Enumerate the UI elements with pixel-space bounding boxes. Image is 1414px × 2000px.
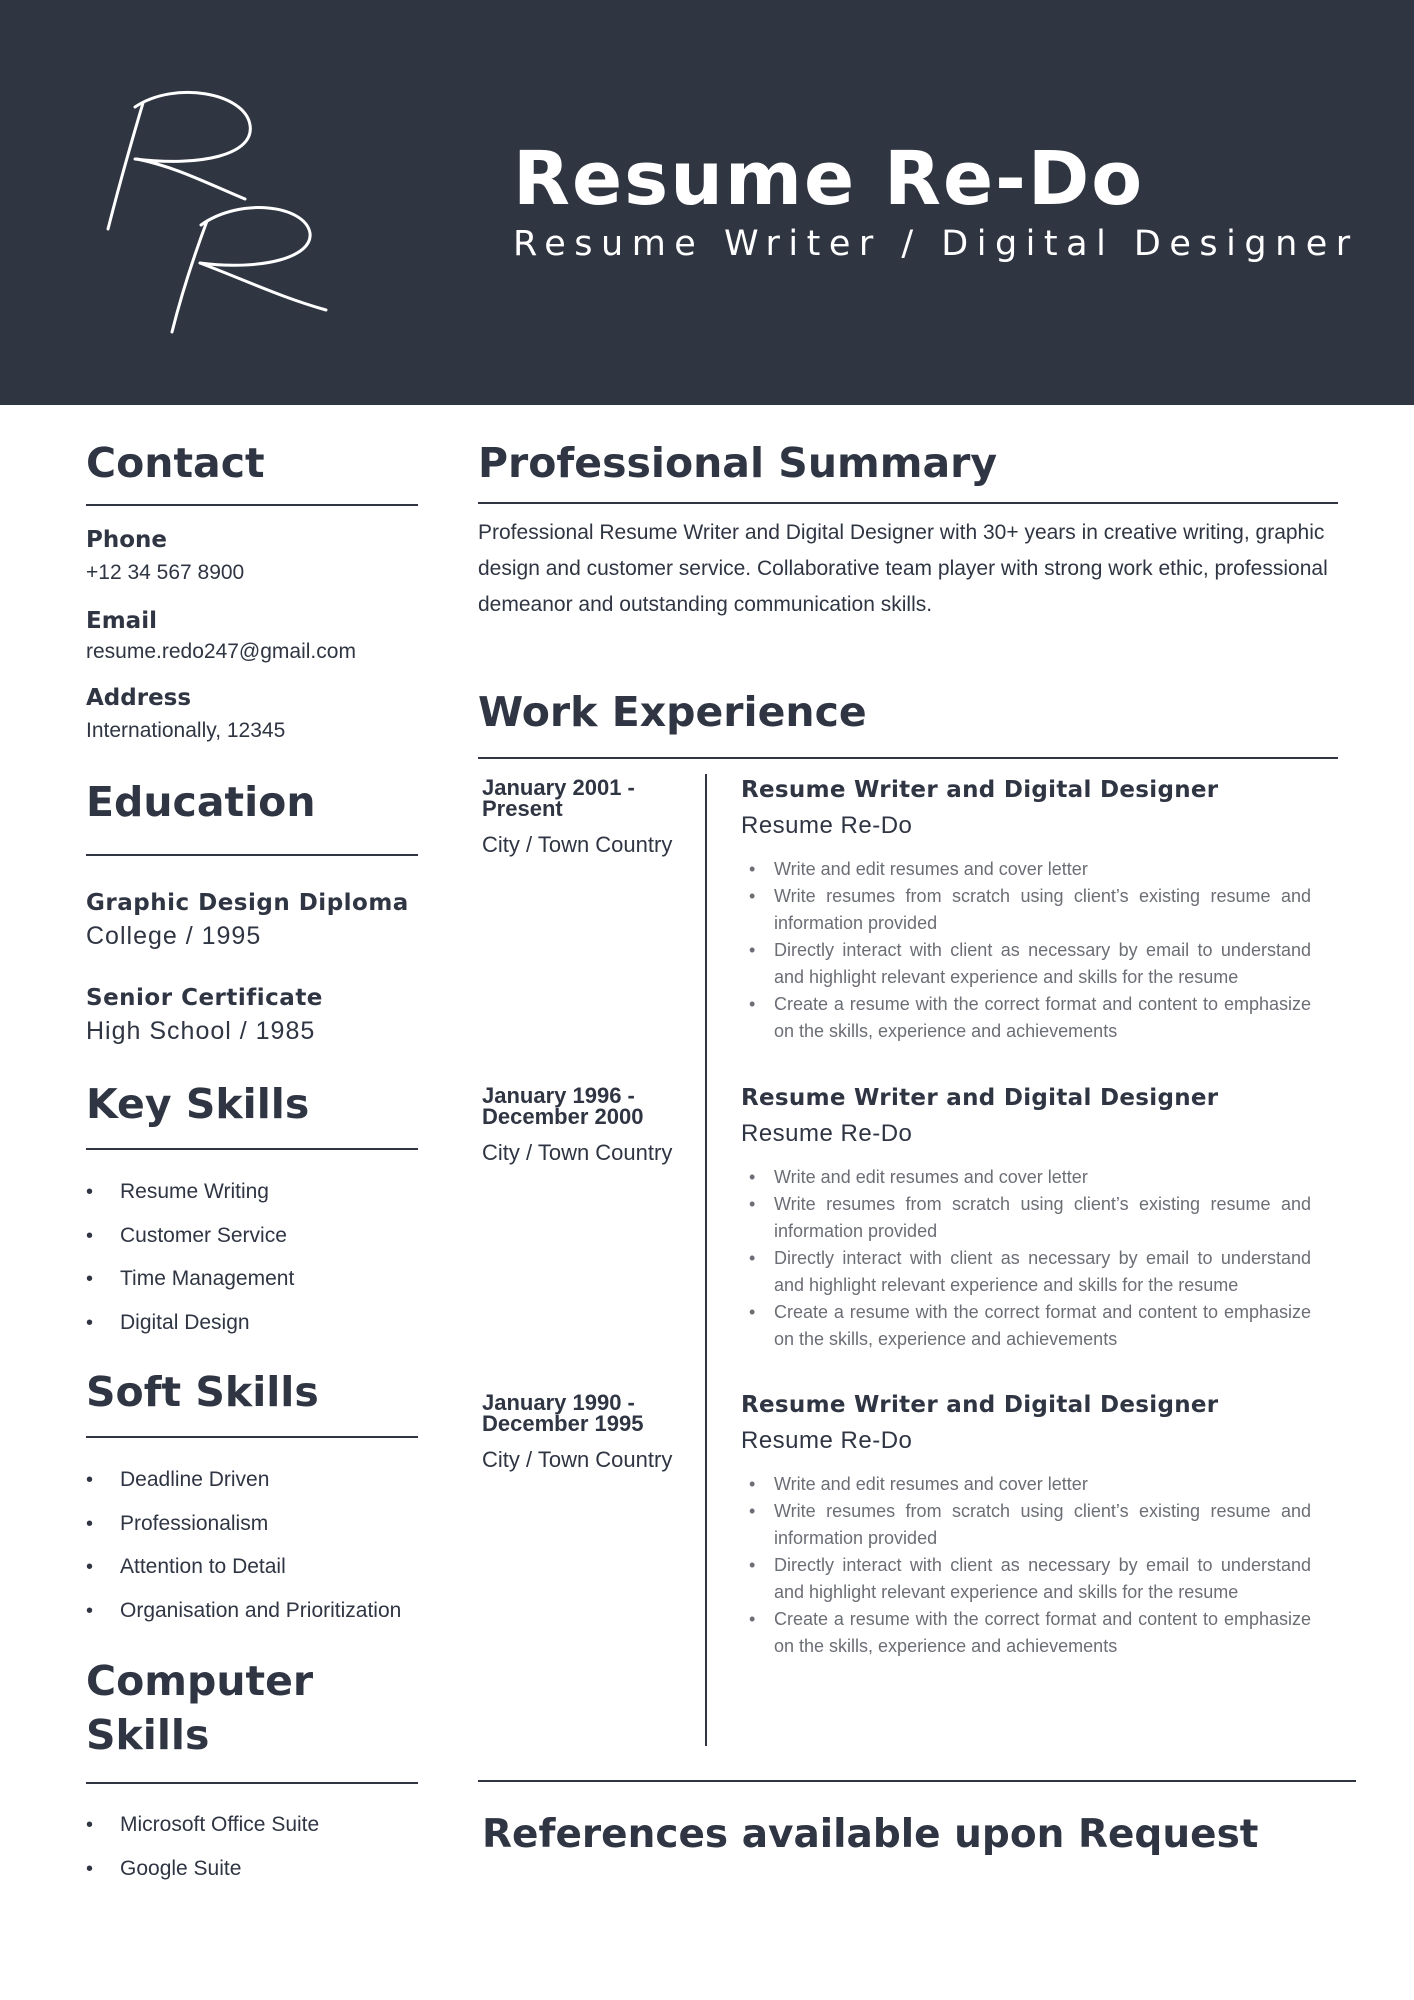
list-item: • Time Management [86,1264,294,1308]
job-location: City / Town Country [482,1140,673,1165]
timeline-line [705,774,707,1746]
job-date: January 1996 - December 2000 [482,1083,644,1129]
list-item: • Directly interact with client as necessary by email to understand and highlight relevant experience and skills for the resume [741,937,1311,991]
education-title: Graphic Design Diploma [86,890,409,916]
work-divider [478,757,1338,759]
list-item: • Directly interact with client as necessary by email to understand and highlight relevant experience and skills for the resume [741,1245,1311,1299]
job-company: Resume Re-Do [741,812,913,839]
list-item: • Resume Writing [86,1177,294,1221]
list-item: • Write and edit resumes and cover letter [741,856,1311,883]
phone-label: Phone [86,527,168,553]
soft-skills-heading: Soft Skills [86,1368,319,1416]
work-heading: Work Experience [478,688,867,736]
references-divider [478,1780,1356,1782]
contact-divider [86,504,418,506]
header-banner [0,0,1414,405]
list-item: • Directly interact with client as necessary by email to understand and highlight relevant experience and skills for the resume [741,1552,1311,1606]
contact-heading: Contact [86,439,265,487]
email-value: resume.redo247@gmail.com [86,640,356,663]
summary-divider [478,502,1338,504]
computer-skills-list [86,1810,319,1897]
list-item: • Deadline Driven [86,1465,401,1509]
list-item: • Write resumes from scratch using client’s existing resume and information provided [741,1498,1311,1552]
job-date: January 1990 - December 1995 [482,1390,644,1436]
list-item: • Digital Design [86,1308,294,1352]
list-item: • Create a resume with the correct format and content to emphasize on the skills, experience and achievements [741,991,1311,1045]
job-duties [741,856,1311,1045]
email-label: Email [86,608,157,634]
job-company: Resume Re-Do [741,1427,913,1454]
list-item: • Write and edit resumes and cover letter [741,1164,1311,1191]
resume-role: Resume Writer / Digital Designer [513,224,1359,264]
job-company: Resume Re-Do [741,1120,913,1147]
computer-skills-divider [86,1782,418,1784]
job-title: Resume Writer and Digital Designer [741,1392,1219,1418]
education-heading: Education [86,778,316,826]
job-location: City / Town Country [482,832,673,857]
job-date: January 2001 - Present [482,775,635,821]
summary-heading: Professional Summary [478,439,998,487]
monogram-logo [95,85,335,335]
list-item: • Organisation and Prioritization [86,1596,401,1640]
job-duties [741,1164,1311,1353]
computer-skills-heading: Computer Skills [86,1657,314,1759]
job-title: Resume Writer and Digital Designer [741,1085,1219,1111]
list-item: • Professionalism [86,1509,401,1553]
job-title: Resume Writer and Digital Designer [741,777,1219,803]
education-sub: College / 1995 [86,922,262,950]
key-skills-divider [86,1148,418,1150]
list-item: • Create a resume with the correct format and content to emphasize on the skills, experience and achievements [741,1299,1311,1353]
phone-value: +12 34 567 8900 [86,561,245,584]
resume-name: Resume Re-Do [513,136,1145,222]
soft-skills-list [86,1465,401,1639]
key-skills-heading: Key Skills [86,1080,310,1128]
list-item: • Write resumes from scratch using client’s existing resume and information provided [741,883,1311,937]
list-item: • Microsoft Office Suite [86,1810,319,1854]
education-divider [86,854,418,856]
list-item: • Write and edit resumes and cover letter [741,1471,1311,1498]
list-item: • Google Suite [86,1854,319,1898]
education-sub: High School / 1985 [86,1017,316,1045]
list-item: • Attention to Detail [86,1552,401,1596]
job-location: City / Town Country [482,1447,673,1472]
address-label: Address [86,685,192,711]
job-duties [741,1471,1311,1660]
soft-skills-divider [86,1436,418,1438]
list-item: • Create a resume with the correct format and content to emphasize on the skills, experience and achievements [741,1606,1311,1660]
list-item: • Write resumes from scratch using client’s existing resume and information provided [741,1191,1311,1245]
address-value: Internationally, 12345 [86,719,286,742]
references-note: References available upon Request [482,1812,1259,1857]
list-item: • Customer Service [86,1221,294,1265]
education-title: Senior Certificate [86,985,323,1011]
key-skills-list [86,1177,294,1351]
summary-text: Professional Resume Writer and Digital Designer with 30+ years in creative writing, graphic design and customer service. Collaborative team player with strong work ethic, professional demeanor and outstanding communication skills. [478,521,1328,616]
